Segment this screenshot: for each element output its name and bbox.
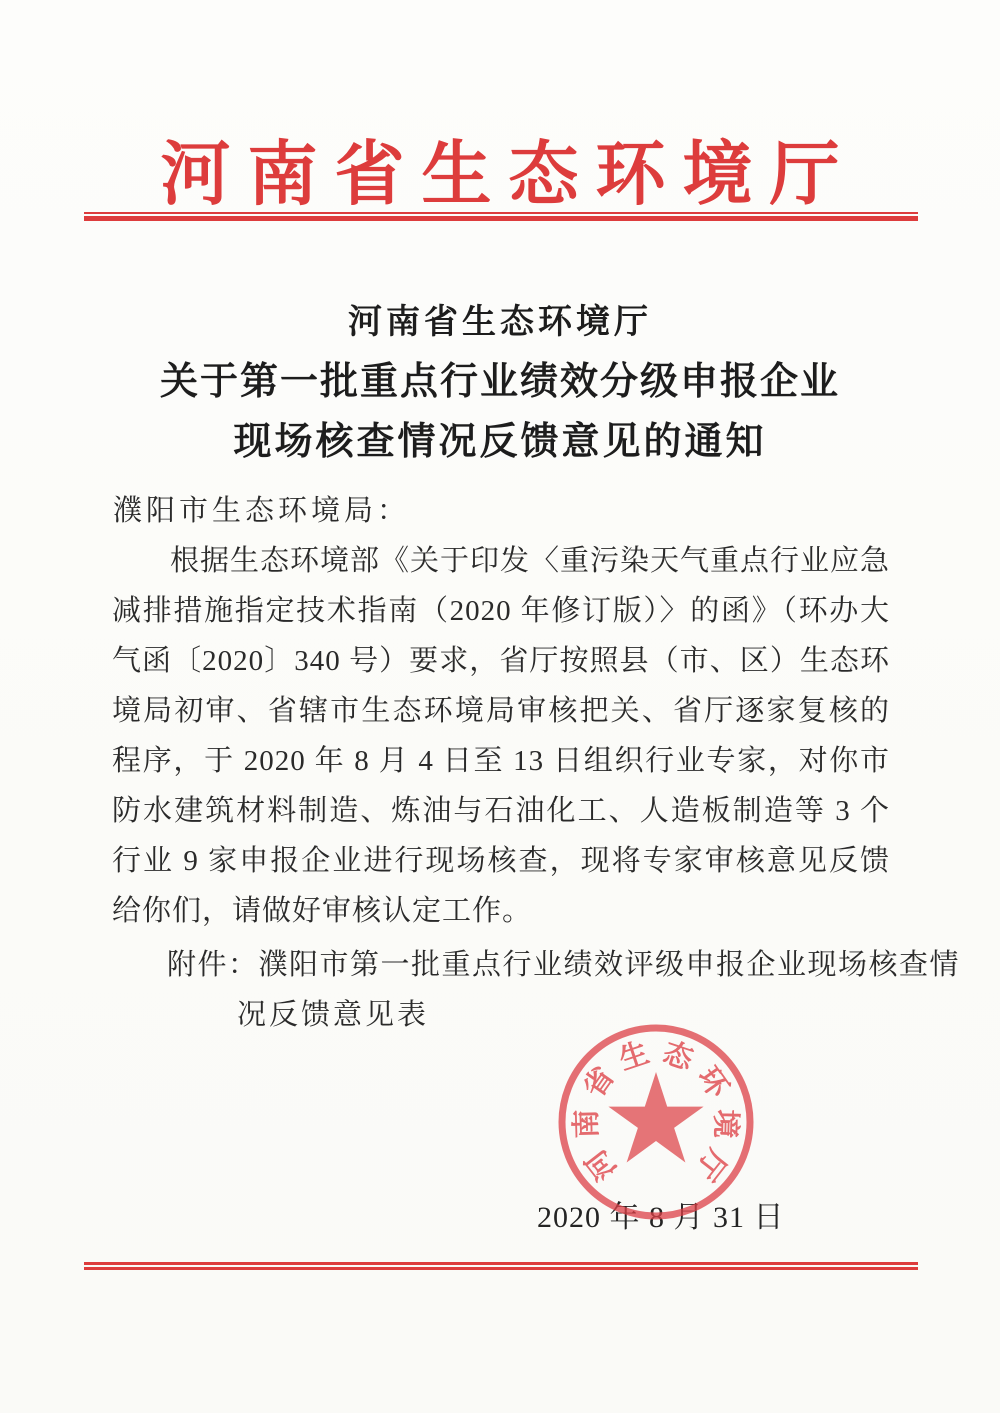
title-line-3: 现场核查情况反馈意见的通知 (233, 421, 767, 463)
body-paragraph: 根据生态环境部《关于印发〈重污染天气重点行业应急减排措施指定技术指南（2020 年修订版）〉的函》（环办大气函〔2020〕340 号）要求，省厅按照县（市、区）生态环境局初审、省辖市生态环境局审核把关、省厅逐家复核的程序，于 2020 年 8 月 4 日至 13 日组织行业专家，对你市防水建筑材料制造、炼油与石油化工、人造板制造等 3 个行业 9 家申报企业进行现场核查，现将专家审核意见反馈给你们，请做好审核认定工作。 (112, 545, 891, 927)
recipient-salutation: 濮阳市生态环境局： (113, 495, 411, 527)
header-divider (84, 212, 918, 221)
seal-star-icon (608, 1072, 703, 1163)
title-line-2: 关于第一批重点行业绩效分级申报企业 (159, 361, 840, 403)
title-line-1: 河南省生态环境厅 (348, 304, 652, 341)
official-seal (556, 1022, 756, 1222)
seal-char: 厅 (688, 1143, 732, 1186)
footer-divider (84, 1262, 918, 1270)
seal-char: 南 (570, 1108, 604, 1139)
seal-char: 境 (708, 1108, 742, 1139)
attachment-line-2: 况反馈意见表 (237, 999, 430, 1031)
attachment-line-1: 附件：濮阳市第一批重点行业绩效评级申报企业现场核查情 (167, 949, 961, 981)
seal-char: 环 (691, 1061, 734, 1104)
seal-char: 态 (659, 1036, 697, 1077)
seal-char: 生 (615, 1036, 653, 1077)
issue-date: 2020 年 8 月 31 日 (537, 1201, 785, 1234)
seal-char: 省 (578, 1061, 621, 1104)
seal-char: 河 (580, 1143, 624, 1186)
agency-header: 河南省生态环境厅 (160, 137, 857, 214)
document-title (0, 294, 1000, 472)
